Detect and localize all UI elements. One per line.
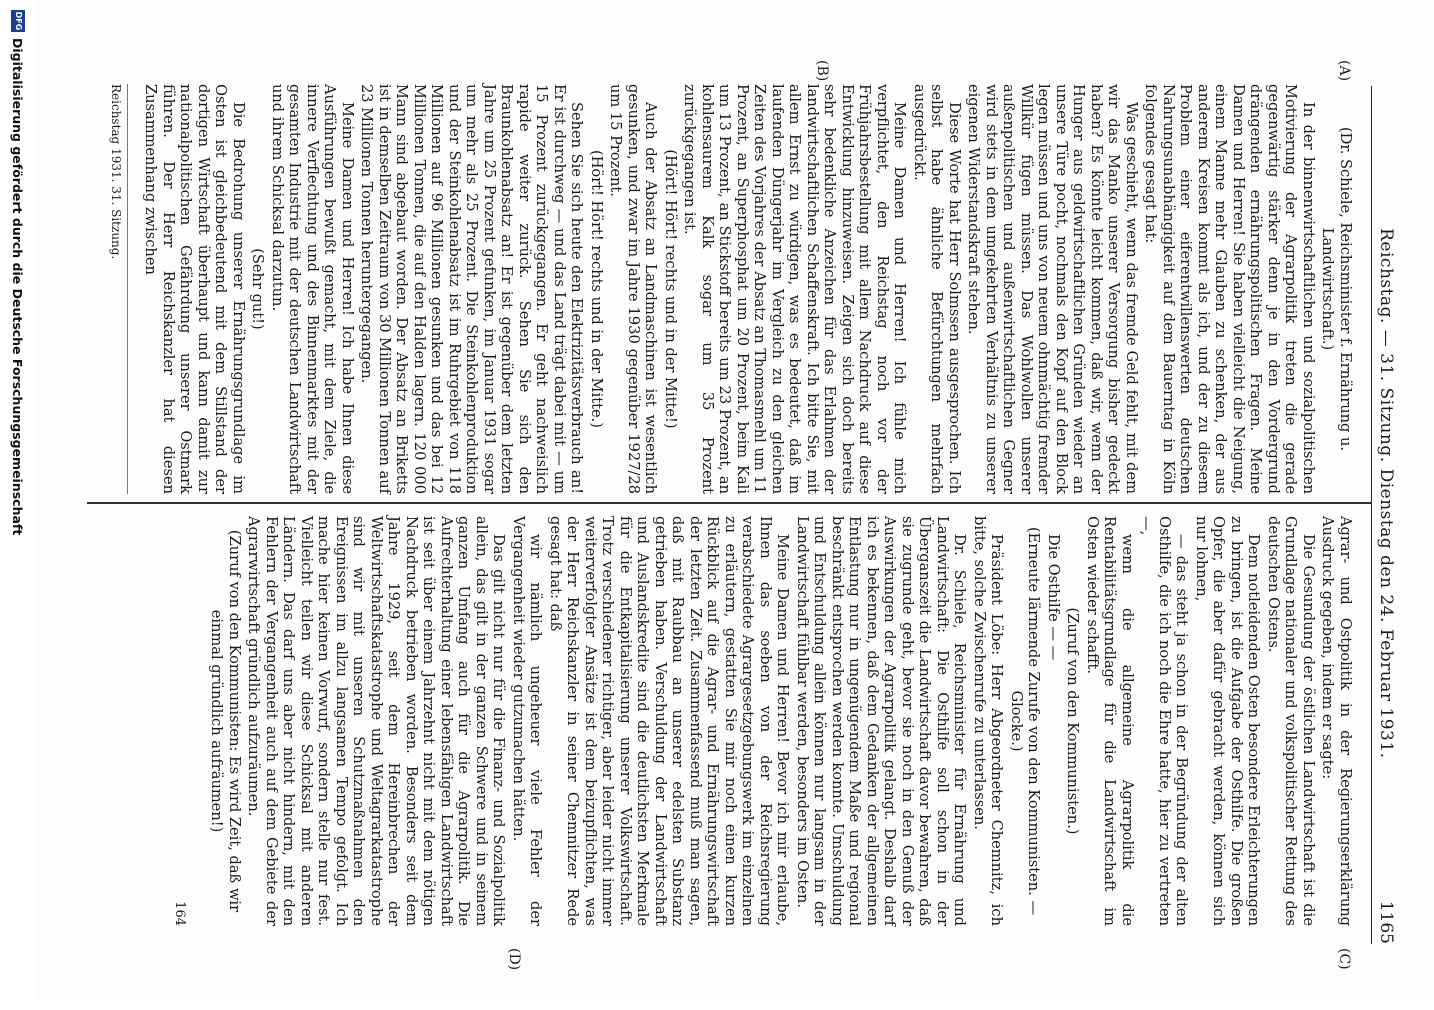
margin-mark-c: (C) xyxy=(1336,948,1352,970)
margin-mark-a: (A) xyxy=(1336,60,1352,82)
interjection: (Hört! Hört! rechts und in der Mitte!) xyxy=(662,149,679,429)
paragraph: Diese Worte hat Herr Solmssen ausgesprochen. Ich selbst habe ähnliche Befürchtungen mehrfach ausgedrückt. xyxy=(911,84,963,494)
paragraph: Agrar- und Ostpolitik in der Regierungserklärung Ausdruck gegeben, indem er sagte: xyxy=(1319,516,1354,926)
digitization-credit xyxy=(0,0,36,1010)
paragraph: Die Bedrohung unserer Ernährungsgrundlage im Osten ist gleichbedeutend mit dem Stillstand der dortigen Wirtschaft überhaupt und kann damit zur nationalpolitischen Gefährdung unserer Ostmark führen. Der Herr Reichskanzler hat diesen Zusammenhang zwischen xyxy=(142,84,247,494)
quotation: Was geschieht, wenn das fremde Geld fehlt, mit dem wir das Manko unserer Versorgung bisher gedeckt haben? Es könnte leicht kommen, daß wir, wenn der Hunger aus geldwirtschaftlichen Gründen wieder an unsere Türe pocht, nochmals den Kopf auf den Block legen müssen und uns von neuem ohnmächtig fremder Willkür fügen müssen. Das Wohlwollen unserer außenpolitischen und außenwirtschaftlichen Gegner wird stets in dem umgekehrten Verhältnis zu unserer eigenen Widerstandskraft stehen. xyxy=(965,84,1140,494)
column-divider xyxy=(87,502,1372,504)
margin-mark-d: (D) xyxy=(506,948,522,971)
margin-mark-b: (B) xyxy=(814,60,830,82)
speaker-line: (Dr. Schiele, Reichsminister f. Ernährung u. Landwirtschaft.) xyxy=(1319,126,1354,452)
paragraph: Das gilt nicht nur für die Finanz- und Sozialpolitik allein, das gilt in der ganzen Schwere und in seinem ganzen Umfang auch für die Agrarpolitik. Die Aufrechterhaltung einer lebensfähigen Landwirtschaft ist seit über einem Jahrzehnt nicht mit dem nötigen Nachdruck betrieben worden. Besonders seit dem Jahre 1929, seit dem Hereinbrechen der Weltwirtschaftskatastrophe und Weltagrarkatastrophe sind wir mit unseren Schutzmaßnahmen den Ereignissen im allzu langsamen Tempo gefolgt. Ich mache hier keinen Vorwurf, sondern stelle nur fest. Vielleicht teilen wir diese Schicksal mit anderen Ländern. Das darf uns aber nicht hindern, mit den Fehlern der Vergangenheit auch auf dem Gebiete der Agrarwirtschaft gründlich aufzuräumen. xyxy=(245,516,508,926)
interjection: (Sehr gut!) xyxy=(249,248,267,330)
paragraph: Die Osthilfe — — xyxy=(1045,534,1062,661)
quotation: wir nämlich ungeheuer viele Fehler der Vergangenheit wieder gutzumachen hätten. xyxy=(510,516,545,926)
header-title: Reichstag. — 31. Sitzung. Dienstag den 24. Februar 1931. xyxy=(1376,228,1396,759)
interjection: (Erneute lärmende Zurufe von den Kommunisten. — Glocke.) xyxy=(1008,526,1043,916)
page-header xyxy=(1371,86,1416,944)
credit-text: Digitalisierung gefördert durch die Deutsche Forschungsgemeinschaft xyxy=(10,38,26,536)
interjection: (Zuruf von den Kommunisten: Es wird Zeit, daß wir einmal gründlich aufräumen!) xyxy=(208,529,243,913)
interjection: (Zuruf von den Kommunisten.) xyxy=(1064,607,1082,835)
right-column xyxy=(169,516,1355,926)
quotation: wenn die allgemeine Agrarpolitik die Rentabilitätsgrundlage für die Landwirtschaft im Osten wieder schafft. xyxy=(1084,516,1136,926)
column-footer: Reichstag 1931. 31. Sitzung. xyxy=(107,84,129,494)
paragraph: Dr. Schiele, Reichsminister für Ernährung und Landwirtschaft: Die Osthilfe soll schon in der Überganszeit die Landwirtschaft davor bewahren, daß sie zugrunde geht, bevor sie noch in den Genuß der Auswirkungen der Agrarpolitik gelangt. Deshalb darf ich es bekennen, daß dem Gedanken der allgemeinen Entlastung nur in ungenügendem Maße und regional beschränkt entsprochen werden konnte. Umschuldung und Entschuldung allein können nur langsam in der Landwirtschaft fühlbar werden, besonders im Osten. xyxy=(794,516,969,926)
left-column xyxy=(105,84,1355,494)
interjection: (Hört! Hört! rechts und in der Mitte.) xyxy=(588,150,605,428)
quotation: Die Gesundung der östlichen Landwirtschaft ist die Grundlage nationaler und volkspolitischer Rettung des deutschen Ostens. xyxy=(1265,516,1317,926)
paragraph: Auch der Absatz an Landmaschinen ist wesentlich gesunken, und zwar im Jahre 1930 gegenüber 1927/28 um 15 Prozent. xyxy=(607,84,660,494)
paragraph: In der binnenwirtschaftlichen und sozialpolitischen Motivierung der Agrarpolitik treten die gerade gegenwärtig stärker denn je in den Vordergrund drängenden ernährungspolitischen Fragen. Meine Damen und Herren! Sie haben vielleicht die Neigung, einem Manne mehr Glauben zu schenken, der aus anderem Kreisen kommt als ich, und der zu diesem Problem einer eiferentwillenswerten deutschen Nahrungsunabhängigkeit auf dem Bauerntag in Köln folgendes gesagt hat: xyxy=(1142,84,1317,494)
dfg-logo: DFG xyxy=(11,10,25,32)
quotation: Dem notleidenden Osten besondere Erleichterungen zu bringen, ist die Aufgabe der Osthilfe. Die großen Opfer, die aber dafür gebracht werden, können sich nur lohnen, xyxy=(1193,516,1263,926)
paragraph: Sehen Sie sich heute den Elektrizitätsverbrauch an! Er ist durchweg — und das Land trägt dabei mit — um 15 Prozent zurückgegangen. Er geht nachweislich rapide weiter zurück. Sehen Sie sich den Braunkohlenabsatz an! Er ist gegenüber dem letzten Jahre um 25 Prozent gefunken, im Januar 1931 sogar um mehr als 25 Prozent. Die Steinkohlenproduktion und der Steinkohlenabsatz ist im Ruhrgebiet von 118 Millionen auf 96 Millionen gesunken und das bei 12 Millionen Tonnen, die auf den Halden lagern. 120 000 Mann sind abgebaut worden. Der Absatz an Briketts ist in demselben Zeitraum von 30 Millionen Tonnen auf 23 Millionen Tonnen heruntergegangen. xyxy=(358,84,586,494)
paragraph: Meine Damen und Herren! Ich habe Ihnen diese Ausführungen bewußt gemacht, mit dem Ziele, die innere Verflechtung und des Binnenmarktes mit der gesamten Industrie mit der deutschen Landwirtschaft und ihrem Schicksal darzutun. xyxy=(269,84,356,494)
paragraph: Meine Damen und Herren! Ich fühle mich verpflichtet, den Reichstag noch vor der Frühjahrsbestellung mit allem Nachdruck auf diese Entwicklung hinzuweisen. Zeigen sich doch bereits sehr bedenkliche Anzeichen für das Erlahmen der landwirtschaftlichen Schaffenskraft. Ich bitte Sie, mit allem Ernst zu würdigen, was es bedeutet, daß im laufenden Düngerjahr im Vergleich zu den gleichen Zeiten des Vorjahres der Absatz an Thomasmehl um 11 Prozent, an Superphosphat um 20 Prozent, beim Kali um 13 Prozent, an Stickstoff bereits um 23 Prozent, an kohlensaurem Kalk sogar um 35 Prozent zurückgegangen ist. xyxy=(681,84,909,494)
paragraph: Meine Damen und Herren! Bevor ich mir erlaube, Ihnen das soeben von der Reichsregierung verabschiedete Agrargesetzgebungswerk im einzelnen zu erläutern, gestatten Sie mir noch einen kurzen Rückblick auf die Agrar- und Ernährungswirtschaft der letzten Zeit. Zusammenfassend muß man sagen, daß mit Raubbau an unserer edelsten Substanz getrieben haben. Verschuldung der Landwirtschaft und Auslandskredite sind die deutlichsten Merkmale für die Entkapitalisierung unserer Volkswirtschaft. Trotz verschiedener richtiger, aber leider nicht immer weiterverfolgter Ansätze ist dem beizupflichten, was der Herr Reichskanzler in seiner Chemnitzer Rede gesagt hat: daß xyxy=(547,516,792,926)
president-remark: Präsident Löbe: Herr Abgeordneter Chemnitz, ich bitte, solche Zwischenrufe zu unterlassen. xyxy=(971,516,1006,926)
aside: — das steht ja schon in der Begründung der alten Osthilfe, die ich noch die Ehre hatte, hier zu vertreten —, xyxy=(1138,516,1191,926)
page-number: 164 xyxy=(172,901,187,926)
header-page-number: 1165 xyxy=(1376,900,1396,944)
